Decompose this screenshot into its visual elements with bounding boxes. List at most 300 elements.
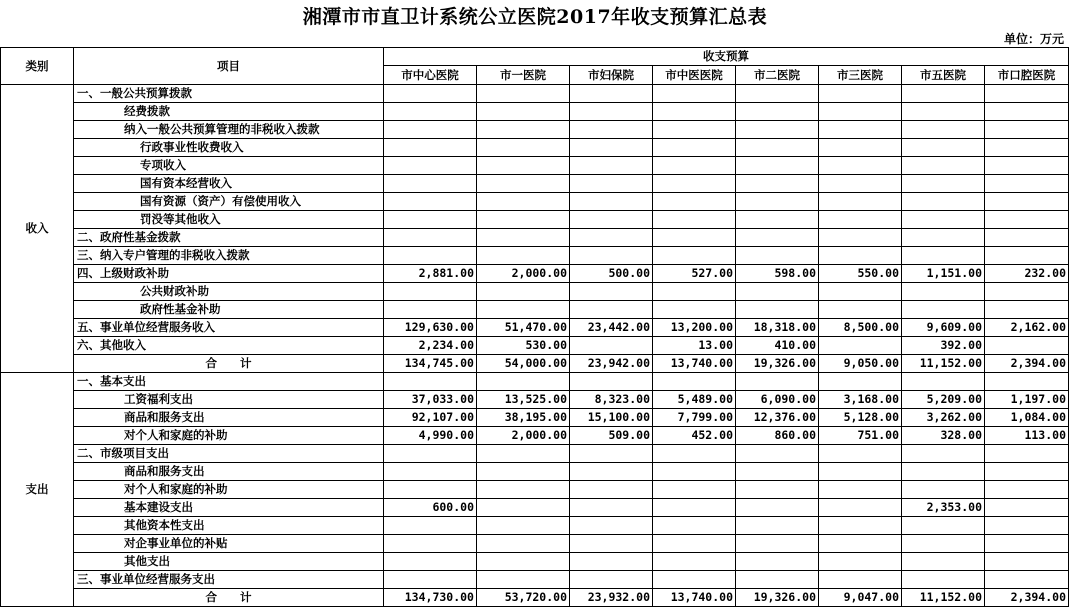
table-row (1, 499, 1069, 517)
value-cell (384, 175, 477, 193)
item-label: 纳入一般公共预算管理的非税收入拨款 (74, 121, 384, 139)
value-cell (570, 103, 653, 121)
value-cell (570, 463, 653, 481)
value-cell: 1,197.00 (985, 391, 1069, 409)
value-cell: 19,326.00 (736, 355, 819, 373)
value-cell (819, 517, 902, 535)
table-row (1, 103, 1069, 121)
value-cell (985, 481, 1069, 499)
value-cell (570, 121, 653, 139)
value-cell (570, 157, 653, 175)
item-label: 基本建设支出 (74, 499, 384, 517)
table-row (1, 301, 1069, 319)
table-row (1, 373, 1069, 391)
value-cell (902, 211, 985, 229)
hospital-header: 市中医医院 (653, 66, 736, 85)
value-cell: 11,152.00 (902, 355, 985, 373)
value-cell (570, 301, 653, 319)
table-row (1, 139, 1069, 157)
table-row (1, 409, 1069, 427)
total-label: 合 计 (74, 355, 384, 373)
value-cell (384, 301, 477, 319)
value-cell (384, 571, 477, 589)
value-cell (819, 553, 902, 571)
table-row (1, 589, 1069, 607)
table-row (1, 121, 1069, 139)
value-cell (570, 535, 653, 553)
value-cell (653, 247, 736, 265)
table-row (1, 283, 1069, 301)
value-cell (384, 283, 477, 301)
value-cell (819, 301, 902, 319)
value-cell: 509.00 (570, 427, 653, 445)
value-cell (477, 373, 570, 391)
page-title: 湘潭市市直卫计系统公立医院2017年收支预算汇总表 (302, 6, 768, 28)
value-cell (477, 139, 570, 157)
value-cell (384, 211, 477, 229)
value-cell (384, 157, 477, 175)
hospital-header: 市五医院 (902, 66, 985, 85)
value-cell (653, 229, 736, 247)
category-cell: 支出 (1, 373, 74, 607)
item-label: 二、市级项目支出 (74, 445, 384, 463)
value-cell (477, 157, 570, 175)
value-cell (653, 175, 736, 193)
value-cell (384, 85, 477, 103)
value-cell (902, 157, 985, 175)
value-cell (819, 373, 902, 391)
table-row (1, 427, 1069, 445)
value-cell (902, 535, 985, 553)
value-cell: 2,000.00 (477, 427, 570, 445)
value-cell: 2,394.00 (985, 355, 1069, 373)
value-cell (736, 211, 819, 229)
value-cell: 9,609.00 (902, 319, 985, 337)
value-cell (570, 481, 653, 499)
hospital-header: 市二医院 (736, 66, 819, 85)
table-row (1, 265, 1069, 283)
total-label: 合 计 (74, 589, 384, 607)
value-cell (570, 139, 653, 157)
value-cell: 5,128.00 (819, 409, 902, 427)
value-cell: 4,990.00 (384, 427, 477, 445)
value-cell: 2,394.00 (985, 589, 1069, 607)
value-cell: 18,318.00 (736, 319, 819, 337)
value-cell (985, 193, 1069, 211)
value-cell (819, 571, 902, 589)
value-cell (653, 535, 736, 553)
value-cell (570, 571, 653, 589)
value-cell (819, 229, 902, 247)
value-cell (736, 481, 819, 499)
table-row (1, 535, 1069, 553)
value-cell (570, 85, 653, 103)
value-cell (653, 553, 736, 571)
item-label: 三、事业单位经营服务支出 (74, 571, 384, 589)
value-cell: 1,151.00 (902, 265, 985, 283)
value-cell (819, 121, 902, 139)
value-cell: 11,152.00 (902, 589, 985, 607)
value-cell: 8,323.00 (570, 391, 653, 409)
value-cell (736, 283, 819, 301)
value-cell: 12,376.00 (736, 409, 819, 427)
value-cell: 134,730.00 (384, 589, 477, 607)
value-cell (736, 229, 819, 247)
value-cell (653, 571, 736, 589)
value-cell (736, 535, 819, 553)
value-cell (570, 553, 653, 571)
item-label: 对企事业单位的补贴 (74, 535, 384, 553)
value-cell (902, 121, 985, 139)
value-cell: 2,162.00 (985, 319, 1069, 337)
value-cell: 2,881.00 (384, 265, 477, 283)
value-cell (653, 445, 736, 463)
table-row (1, 445, 1069, 463)
value-cell: 1,084.00 (985, 409, 1069, 427)
value-cell (819, 481, 902, 499)
table-row (1, 391, 1069, 409)
value-cell (902, 247, 985, 265)
value-cell (653, 481, 736, 499)
value-cell (902, 373, 985, 391)
value-cell: 500.00 (570, 265, 653, 283)
value-cell: 3,262.00 (902, 409, 985, 427)
value-cell (985, 121, 1069, 139)
budget-table (0, 47, 1069, 607)
item-label: 对个人和家庭的补助 (74, 481, 384, 499)
value-cell (902, 229, 985, 247)
value-cell: 452.00 (653, 427, 736, 445)
table-row (1, 157, 1069, 175)
value-cell (570, 211, 653, 229)
item-label: 对个人和家庭的补助 (74, 427, 384, 445)
value-cell (477, 175, 570, 193)
value-cell (985, 373, 1069, 391)
value-cell: 13.00 (653, 337, 736, 355)
value-cell (477, 535, 570, 553)
hospital-header: 市三医院 (819, 66, 902, 85)
value-cell (736, 193, 819, 211)
table-row (1, 517, 1069, 535)
value-cell: 19,326.00 (736, 589, 819, 607)
value-cell: 2,353.00 (902, 499, 985, 517)
value-cell (736, 121, 819, 139)
value-cell: 6,090.00 (736, 391, 819, 409)
value-cell: 3,168.00 (819, 391, 902, 409)
value-cell (653, 85, 736, 103)
value-cell (736, 463, 819, 481)
item-label: 经费拨款 (74, 103, 384, 121)
value-cell (819, 211, 902, 229)
value-cell (985, 571, 1069, 589)
value-cell: 13,740.00 (653, 355, 736, 373)
value-cell (819, 175, 902, 193)
value-cell: 232.00 (985, 265, 1069, 283)
value-cell (653, 463, 736, 481)
value-cell (384, 535, 477, 553)
value-cell (985, 553, 1069, 571)
hospital-header: 市妇保院 (570, 66, 653, 85)
value-cell (736, 445, 819, 463)
value-cell (570, 229, 653, 247)
value-cell: 38,195.00 (477, 409, 570, 427)
value-cell (902, 553, 985, 571)
value-cell (736, 499, 819, 517)
budget-group-header: 收支预算 (384, 48, 1069, 66)
value-cell (384, 247, 477, 265)
value-cell (384, 193, 477, 211)
value-cell (477, 121, 570, 139)
table-row (1, 229, 1069, 247)
value-cell (985, 175, 1069, 193)
value-cell (985, 211, 1069, 229)
value-cell (653, 517, 736, 535)
value-cell (384, 139, 477, 157)
value-cell (819, 157, 902, 175)
value-cell: 13,525.00 (477, 391, 570, 409)
value-cell: 600.00 (384, 499, 477, 517)
value-cell (477, 229, 570, 247)
value-cell (819, 463, 902, 481)
value-cell (736, 571, 819, 589)
table-row (1, 211, 1069, 229)
value-cell (819, 85, 902, 103)
value-cell (902, 445, 985, 463)
value-cell (985, 517, 1069, 535)
value-cell (819, 337, 902, 355)
value-cell (477, 517, 570, 535)
value-cell: 13,740.00 (653, 589, 736, 607)
value-cell (985, 535, 1069, 553)
item-label: 专项收入 (74, 157, 384, 175)
item-label: 商品和服务支出 (74, 409, 384, 427)
value-cell (819, 535, 902, 553)
value-cell (384, 463, 477, 481)
value-cell (653, 121, 736, 139)
value-cell: 9,050.00 (819, 355, 902, 373)
value-cell (653, 139, 736, 157)
value-cell: 129,630.00 (384, 319, 477, 337)
value-cell (985, 103, 1069, 121)
value-cell (819, 445, 902, 463)
value-cell: 54,000.00 (477, 355, 570, 373)
value-cell (384, 517, 477, 535)
item-label: 公共财政补助 (74, 283, 384, 301)
value-cell (570, 175, 653, 193)
value-cell (902, 175, 985, 193)
value-cell (819, 193, 902, 211)
value-cell (985, 283, 1069, 301)
item-label: 政府性基金补助 (74, 301, 384, 319)
category-cell: 收入 (1, 85, 74, 373)
value-cell (902, 193, 985, 211)
value-cell: 2,000.00 (477, 265, 570, 283)
value-cell: 9,047.00 (819, 589, 902, 607)
value-cell: 410.00 (736, 337, 819, 355)
value-cell (477, 283, 570, 301)
value-cell (384, 553, 477, 571)
item-label: 其他资本性支出 (74, 517, 384, 535)
item-header: 项目 (74, 48, 384, 85)
table-row (1, 247, 1069, 265)
value-cell (477, 445, 570, 463)
value-cell (736, 103, 819, 121)
value-cell (384, 445, 477, 463)
value-cell: 51,470.00 (477, 319, 570, 337)
value-cell (653, 283, 736, 301)
value-cell (819, 103, 902, 121)
table-row (1, 193, 1069, 211)
value-cell (653, 373, 736, 391)
hospital-header: 市中心医院 (384, 66, 477, 85)
value-cell: 5,489.00 (653, 391, 736, 409)
value-cell (819, 499, 902, 517)
value-cell (902, 103, 985, 121)
value-cell (653, 211, 736, 229)
value-cell: 598.00 (736, 265, 819, 283)
value-cell: 7,799.00 (653, 409, 736, 427)
table-row (1, 337, 1069, 355)
value-cell: 530.00 (477, 337, 570, 355)
item-label: 工资福利支出 (74, 391, 384, 409)
value-cell (477, 571, 570, 589)
value-cell (653, 193, 736, 211)
value-cell: 550.00 (819, 265, 902, 283)
value-cell: 5,209.00 (902, 391, 985, 409)
value-cell: 860.00 (736, 427, 819, 445)
value-cell: 751.00 (819, 427, 902, 445)
value-cell (570, 337, 653, 355)
value-cell (570, 517, 653, 535)
value-cell: 113.00 (985, 427, 1069, 445)
value-cell (902, 139, 985, 157)
value-cell (736, 301, 819, 319)
table-row (1, 175, 1069, 193)
value-cell (736, 175, 819, 193)
item-label: 五、事业单位经营服务收入 (74, 319, 384, 337)
table-row (1, 553, 1069, 571)
value-cell (985, 301, 1069, 319)
value-cell (902, 517, 985, 535)
item-label: 其他支出 (74, 553, 384, 571)
value-cell (653, 301, 736, 319)
value-cell: 92,107.00 (384, 409, 477, 427)
value-cell (570, 499, 653, 517)
value-cell (477, 481, 570, 499)
value-cell (902, 283, 985, 301)
value-cell (477, 301, 570, 319)
value-cell (384, 481, 477, 499)
value-cell: 23,442.00 (570, 319, 653, 337)
value-cell: 37,033.00 (384, 391, 477, 409)
value-cell (736, 373, 819, 391)
value-cell (477, 553, 570, 571)
value-cell: 15,100.00 (570, 409, 653, 427)
value-cell (985, 499, 1069, 517)
value-cell: 53,720.00 (477, 589, 570, 607)
table-row (1, 463, 1069, 481)
value-cell (570, 373, 653, 391)
value-cell (570, 283, 653, 301)
item-label: 六、其他收入 (74, 337, 384, 355)
value-cell (570, 193, 653, 211)
hospital-header: 市口腔医院 (985, 66, 1069, 85)
table-row (1, 355, 1069, 373)
item-label: 一、一般公共预算拨款 (74, 85, 384, 103)
item-label: 罚没等其他收入 (74, 211, 384, 229)
value-cell (736, 553, 819, 571)
value-cell (477, 499, 570, 517)
item-label: 国有资源（资产）有偿使用收入 (74, 193, 384, 211)
value-cell (819, 139, 902, 157)
value-cell (902, 571, 985, 589)
table-row (1, 85, 1069, 103)
value-cell (985, 445, 1069, 463)
value-cell (819, 247, 902, 265)
value-cell (653, 499, 736, 517)
value-cell (985, 337, 1069, 355)
value-cell (653, 103, 736, 121)
item-label: 二、政府性基金拨款 (74, 229, 384, 247)
value-cell (736, 85, 819, 103)
value-cell (736, 517, 819, 535)
value-cell (570, 247, 653, 265)
value-cell: 328.00 (902, 427, 985, 445)
value-cell (477, 103, 570, 121)
value-cell: 2,234.00 (384, 337, 477, 355)
hospital-header: 市一医院 (477, 66, 570, 85)
value-cell (477, 211, 570, 229)
value-cell (985, 139, 1069, 157)
unit-label: 单位：万元 (1003, 32, 1064, 46)
table-row (1, 571, 1069, 589)
value-cell (653, 157, 736, 175)
value-cell: 23,932.00 (570, 589, 653, 607)
value-cell (985, 157, 1069, 175)
table-row (1, 319, 1069, 337)
value-cell (384, 229, 477, 247)
value-cell: 392.00 (902, 337, 985, 355)
value-cell (985, 463, 1069, 481)
table-body (1, 85, 1069, 607)
item-label: 商品和服务支出 (74, 463, 384, 481)
item-label: 国有资本经营收入 (74, 175, 384, 193)
value-cell (384, 103, 477, 121)
value-cell (902, 85, 985, 103)
value-cell (477, 463, 570, 481)
value-cell: 23,942.00 (570, 355, 653, 373)
item-label: 三、纳入专户管理的非税收入拨款 (74, 247, 384, 265)
value-cell (985, 85, 1069, 103)
table-row (1, 481, 1069, 499)
item-label: 四、上级财政补助 (74, 265, 384, 283)
value-cell (384, 121, 477, 139)
item-label: 行政事业性收费收入 (74, 139, 384, 157)
value-cell (985, 247, 1069, 265)
value-cell: 527.00 (653, 265, 736, 283)
value-cell: 13,200.00 (653, 319, 736, 337)
value-cell (477, 247, 570, 265)
value-cell (902, 301, 985, 319)
value-cell (384, 373, 477, 391)
value-cell (736, 139, 819, 157)
item-label: 一、基本支出 (74, 373, 384, 391)
value-cell: 8,500.00 (819, 319, 902, 337)
value-cell (736, 157, 819, 175)
value-cell (902, 481, 985, 499)
value-cell (819, 283, 902, 301)
value-cell (477, 193, 570, 211)
